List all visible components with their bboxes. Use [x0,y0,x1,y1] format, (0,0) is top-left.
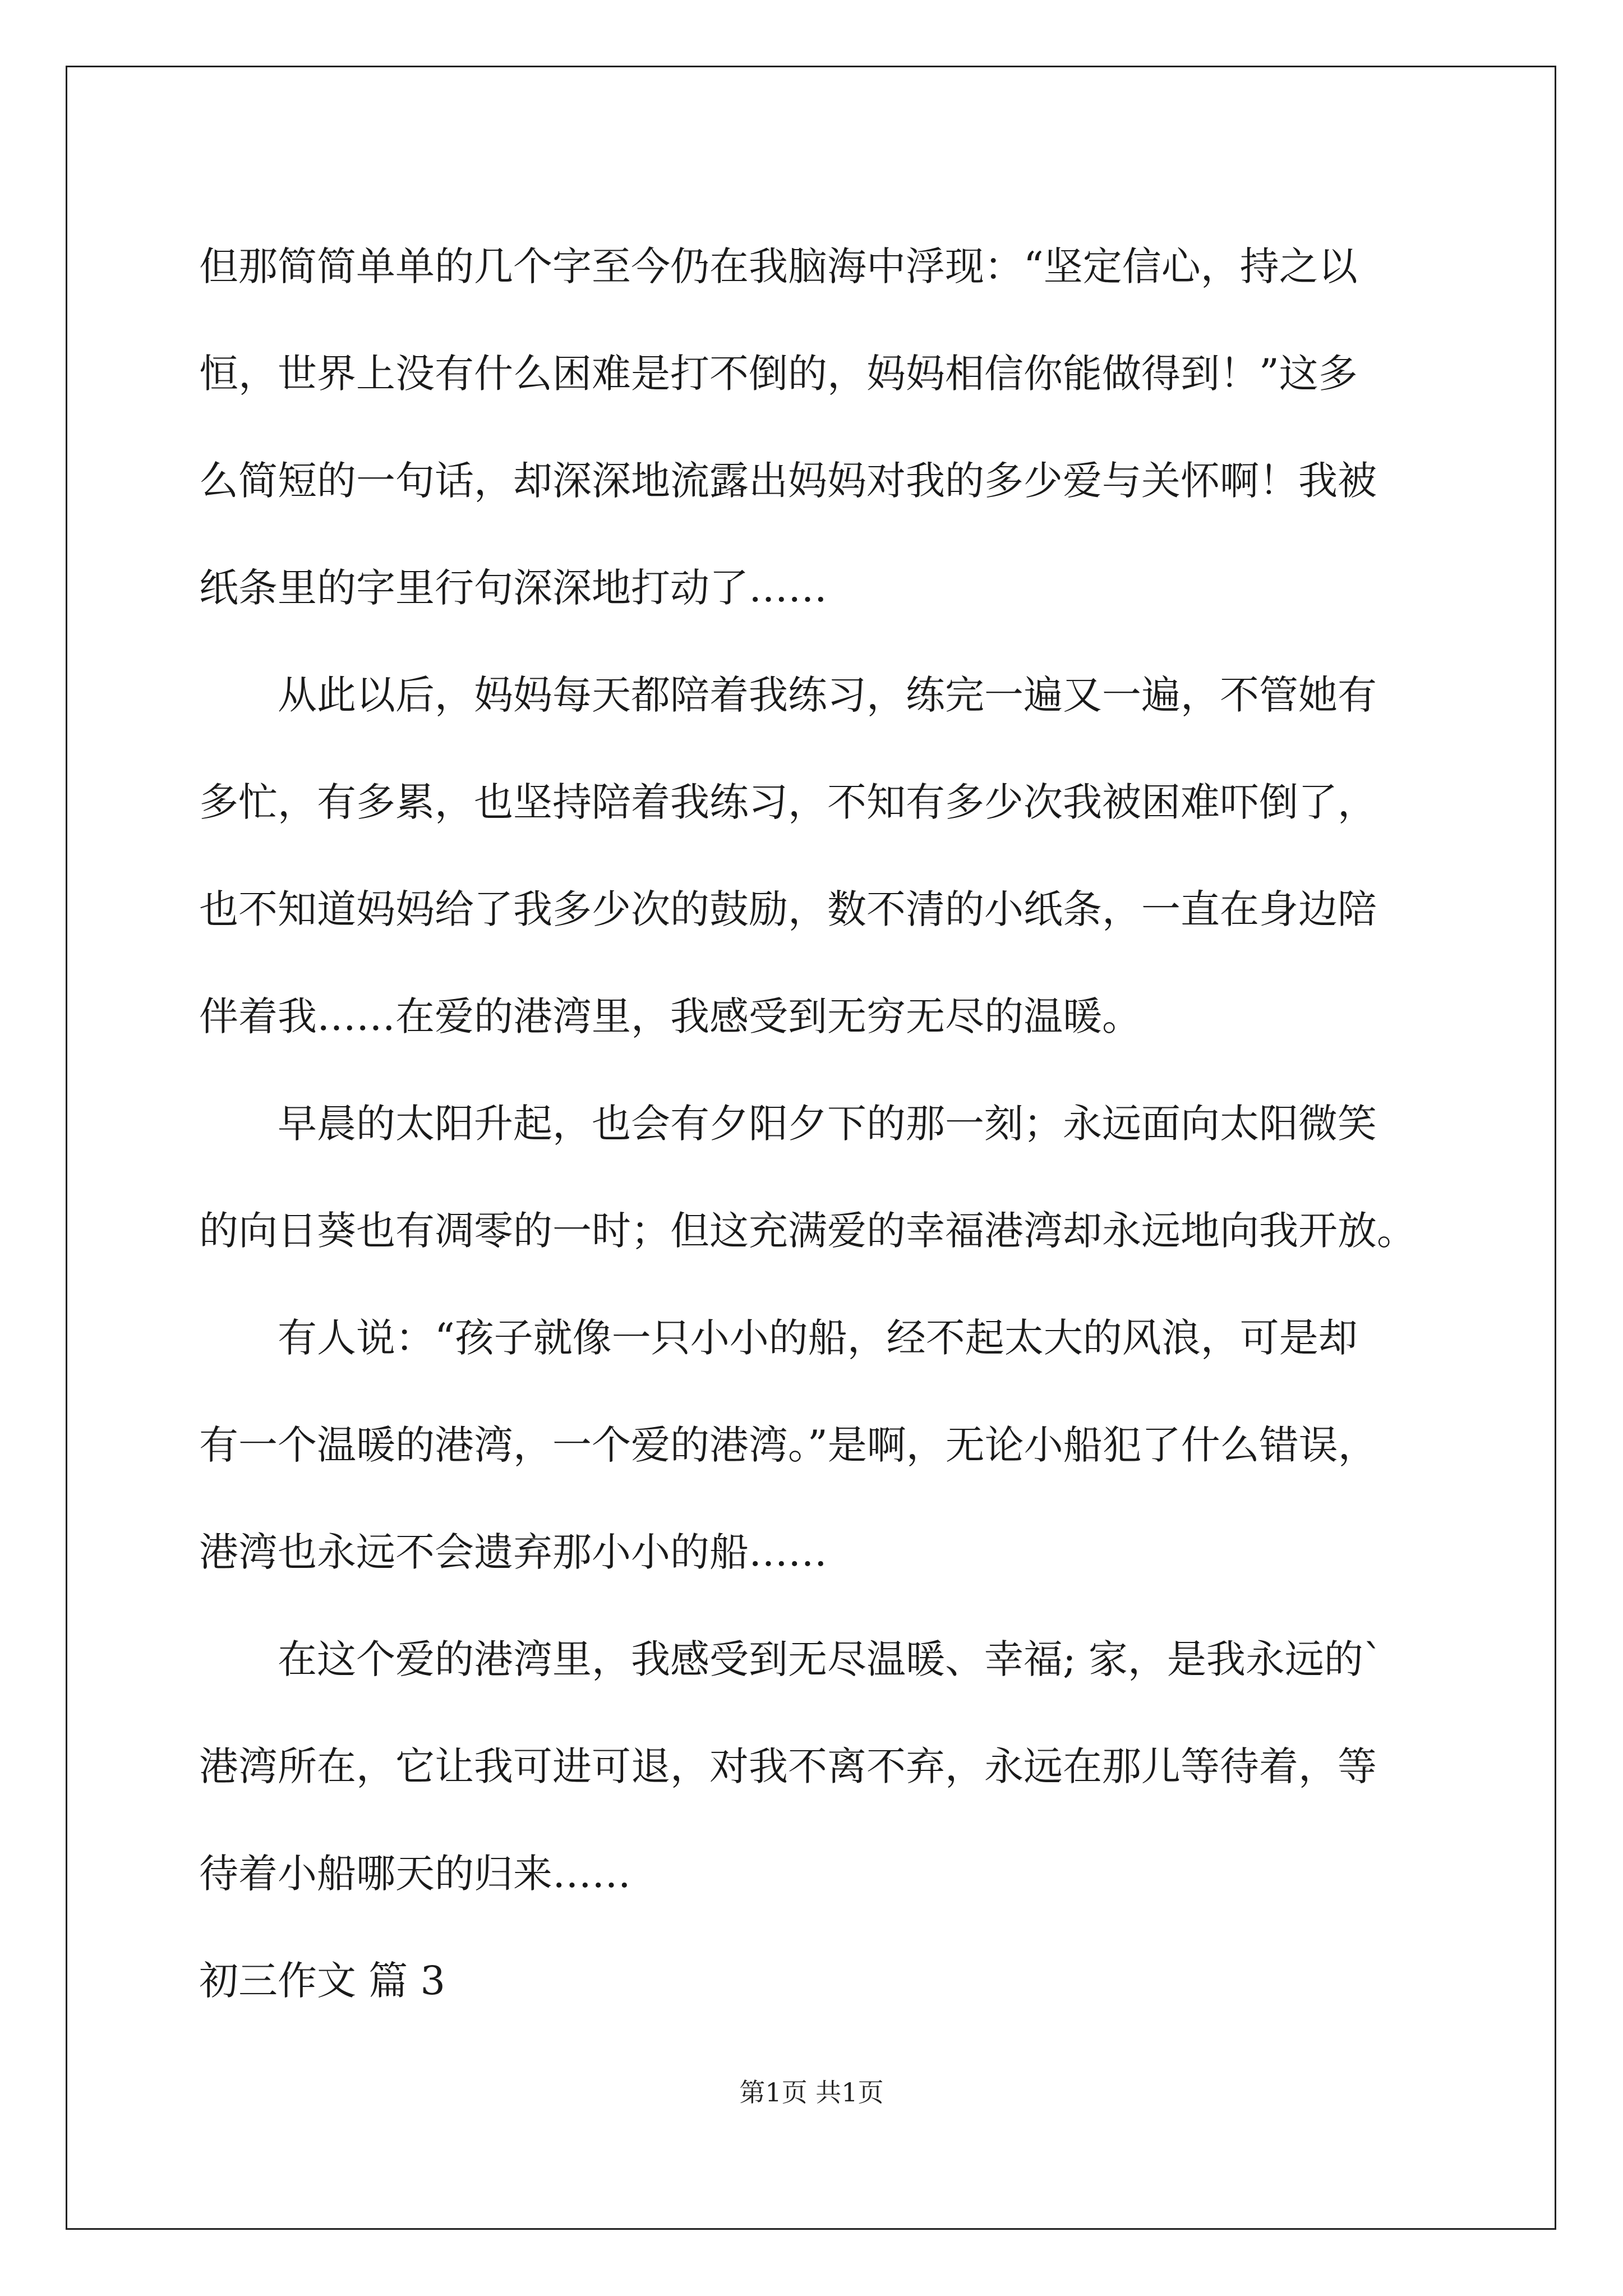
paragraph [199,1070,1433,1285]
text-line: 有一个温暖的港湾，一个爱的港湾。”是啊，无论小船犯了什么错误， [199,1422,1377,1468]
text-line: 么简短的一句话，却深深地流露出妈妈对我的多少爱与关怀啊！我被 [199,458,1377,504]
text-line: 早晨的太阳升起，也会有夕阳夕下的那一刻；永远面向太阳微笑 [278,1101,1377,1147]
paragraph [199,213,1433,642]
paragraph [199,1285,1433,1606]
section-heading: 初三作文 篇 3 [199,1958,446,2004]
text-line: 的向日葵也有凋零的一时；但这充满爱的幸福港湾却永远地向我开放。 [199,1208,1416,1254]
paragraph [199,642,1433,1070]
text-line: 恒，世界上没有什么困难是打不倒的，妈妈相信你能做得到！”这多 [199,351,1358,397]
text-line: 伴着我……在爱的港湾里，我感受到无穷无尽的温暖。 [199,993,1141,1039]
page-footer: 第1页 共1页 [739,2077,884,2108]
text-line: 有人说：“孩子就像一只小小的船，经不起太大的风浪，可是却 [278,1315,1358,1361]
text-line: 待着小船哪天的归来…… [199,1851,631,1897]
document-body [199,213,1433,2035]
text-line: 从此以后，妈妈每天都陪着我练习，练完一遍又一遍，不管她有 [278,672,1377,718]
text-line: 也不知道妈妈给了我多少次的鼓励，数不清的小纸条，一直在身边陪 [199,886,1377,932]
text-line: 但那简简单单的几个字至今仍在我脑海中浮现：“坚定信心，持之以 [199,243,1358,289]
text-line: 多忙，有多累，也坚持陪着我练习，不知有多少次我被困难吓倒了， [199,779,1377,825]
paragraph [199,1606,1433,1927]
text-line: 港湾所在，它让我可进可退，对我不离不弃，永远在那儿等待着，等 [199,1743,1377,1789]
text-line: 纸条里的字里行句深深地打动了…… [199,565,827,611]
text-line: 港湾也永远不会遗弃那小小的船…… [199,1529,827,1575]
text-line: 在这个爱的港湾里，我感受到无尽温暖、幸福; 家，是我永远的` [278,1636,1383,1682]
